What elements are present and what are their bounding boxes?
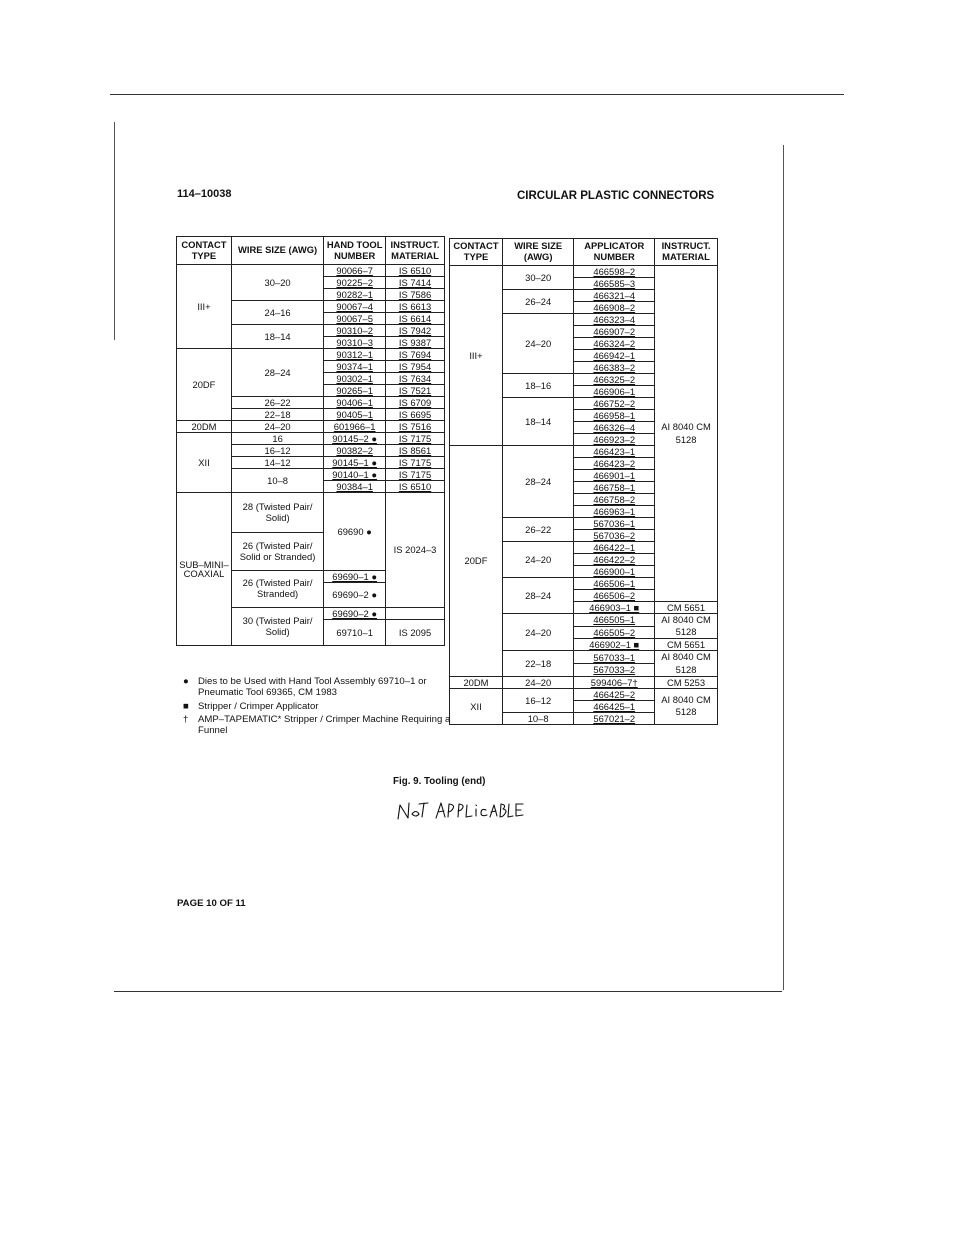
applicator-cell: 466901–1 [574,470,655,482]
hand-tool-cell: 90312–1 [324,349,386,361]
footnote-item [183,677,458,699]
applicator-cell: 567036–2 [574,530,655,542]
scan-right-edge [783,145,784,990]
material-cell: IS 7586 [386,289,445,301]
applicator-cell: 567021–2 [574,712,655,724]
applicator-cell: 567033–2 [574,664,655,677]
col-header-applicator: APPLICATOR NUMBER [574,239,655,266]
applicator-cell: 466902–1 ■ [574,639,655,651]
hand-tool-table [176,236,445,646]
material-cell: IS 7175 [386,433,445,445]
contact-type-cell: 20DF [177,349,232,421]
material-cell: IS 7954 [386,361,445,373]
footnote-item [183,702,458,713]
footnote-text: Dies to be Used with Hand Tool Assembly 69710–1 or Pneumatic Tool 69365, CM 1983 [198,676,427,698]
material-cell: IS 2095 [386,620,445,646]
wire-size-cell: 16 [231,433,323,445]
applicator-cell: 466958–1 [574,410,655,422]
applicator-cell: 466422–1 [574,542,655,554]
col-header-instruct-material: INSTRUCT. MATERIAL [386,237,445,265]
wire-size-cell: 28–24 [231,349,323,397]
hand-tool-cell: 90302–1 [324,373,386,385]
wire-size-cell: 10–8 [231,469,323,493]
hand-tool-cell: 90405–1 [324,409,386,421]
hand-tool-cell: 90067–5 [324,313,386,325]
material-cell: IS 7175 [386,469,445,481]
material-cell: IS 6510 [386,265,445,277]
applicator-cell: 466325–2 [574,374,655,386]
wire-size-cell: 26 (Twisted Pair/ Stranded) [231,571,323,608]
hand-tool-cell: 90374–1 [324,361,386,373]
material-cell: IS 7634 [386,373,445,385]
material-cell: AI 8040 CM 5128 [655,614,718,639]
material-cell: IS 9387 [386,337,445,349]
hand-tool-cell: 90310–3 [324,337,386,349]
applicator-table [449,238,718,725]
applicator-cell: 466423–2 [574,458,655,470]
contact-type-cell: SUB–MINI– COAXIAL [177,493,232,646]
material-cell: IS 6709 [386,397,445,409]
page-number: PAGE 10 OF 11 [177,898,246,909]
footnotes [183,677,458,740]
applicator-cell: 466506–1 [574,578,655,590]
wire-size-cell: 22–18 [502,651,573,676]
wire-size-cell: 26–24 [502,290,573,314]
applicator-cell: 466506–2 [574,590,655,602]
wire-size-cell: 10–8 [502,712,573,724]
figure-caption: Fig. 9. Tooling (end) [393,776,486,787]
material-cell: AI 8040 CM 5128 [655,688,718,724]
applicator-cell: 466907–2 [574,326,655,338]
applicator-cell: 466963–1 [574,506,655,518]
scan-left-edge [114,122,115,340]
handwritten-note [396,793,526,823]
applicator-cell: 466903–1 ■ [574,602,655,614]
wire-size-cell: 24–20 [502,314,573,374]
wire-size-cell: 24–20 [231,421,323,433]
footnote-item [183,715,458,737]
hand-tool-cell: 90066–7 [324,265,386,277]
contact-type-cell: 20DM [450,676,503,688]
wire-size-cell: 24–16 [231,301,323,325]
bottom-rule [114,991,782,992]
contact-type-cell: 20DF [450,446,503,677]
col-header-instruct-material: INSTRUCT. MATERIAL [655,239,718,266]
applicator-cell: 599406–7† [574,676,655,688]
material-cell: IS 7414 [386,277,445,289]
applicator-cell: 466505–2 [574,626,655,639]
wire-size-cell: 18–14 [231,325,323,349]
document-id: 114–10038 [177,188,232,200]
wire-size-cell: 18–14 [502,398,573,446]
material-cell: IS 7694 [386,349,445,361]
hand-tool-cell: 90406–1 [324,397,386,409]
col-header-wire-size: WIRE SIZE (AWG) [502,239,573,266]
material-cell: CM 5651 [655,602,718,614]
applicator-cell: 466324–2 [574,338,655,350]
hand-tool-cell: 90310–2 [324,325,386,337]
hand-tool-cell: 90225–2 [324,277,386,289]
material-cell: IS 7175 [386,457,445,469]
applicator-cell: 466326–4 [574,422,655,434]
material-cell: IS 7942 [386,325,445,337]
material-cell: CM 5253 [655,676,718,688]
applicator-cell: 466758–2 [574,494,655,506]
hand-tool-cell: 601966–1 [324,421,386,433]
wire-size-cell: 24–20 [502,676,573,688]
dagger-icon: † [183,714,189,726]
wire-size-cell: 22–18 [231,409,323,421]
hand-tool-cell: 90265–1 [324,385,386,397]
applicator-cell: 466752–2 [574,398,655,410]
material-cell: CM 5651 [655,639,718,651]
wire-size-cell: 30 (Twisted Pair/ Solid) [231,608,323,646]
hand-tool-cell: 90145–1 ● [324,457,386,469]
applicator-cell: 466598–2 [574,266,655,278]
footnote-text: Stripper / Crimper Applicator [198,700,319,712]
applicator-cell: 466758–1 [574,482,655,494]
applicator-cell: 466585–3 [574,278,655,290]
applicator-cell: 466323–4 [574,314,655,326]
hand-tool-cell: 69690–1 ● [324,571,386,583]
wire-size-cell: 16–12 [231,445,323,457]
hand-tool-cell: 90067–4 [324,301,386,313]
wire-size-cell: 26–22 [502,518,573,542]
applicator-cell: 466942–1 [574,350,655,362]
wire-size-cell: 28 (Twisted Pair/ Solid) [231,493,323,533]
wire-size-cell: 26 (Twisted Pair/ Solid or Stranded) [231,533,323,571]
applicator-cell: 466321–4 [574,290,655,302]
hand-tool-cell: 90384–1 [324,481,386,493]
wire-size-cell: 28–24 [502,578,573,614]
bullet-icon: ● [183,676,189,687]
contact-type-cell: III+ [450,266,503,446]
applicator-cell: 567033–1 [574,651,655,664]
applicator-cell: 466425–1 [574,700,655,712]
applicator-cell: 466505–1 [574,614,655,627]
square-icon: ■ [183,700,189,712]
wire-size-cell: 30–20 [231,265,323,301]
wire-size-cell: 14–12 [231,457,323,469]
top-rule [110,94,844,95]
footnote-text: AMP–TAPEMATIC* Stripper / Crimper Machine Requiring a Funnel [198,714,451,737]
applicator-cell: 466923–2 [574,434,655,446]
hand-tool-cell: 69710–1 [324,620,386,646]
material-cell: AI 8040 CM 5128 [655,266,718,602]
hand-tool-cell: 90140–1 ● [324,469,386,481]
contact-type-cell: 20DM [177,421,232,433]
wire-size-cell: 24–20 [502,614,573,651]
applicator-cell: 466423–1 [574,446,655,458]
applicator-cell: 466908–2 [574,302,655,314]
hand-tool-cell: 69690–2 ● [324,583,386,608]
applicator-cell: 567036–1 [574,518,655,530]
material-cell [386,608,445,620]
material-cell: IS 8561 [386,445,445,457]
wire-size-cell: 16–12 [502,688,573,712]
hand-tool-cell: 90382–2 [324,445,386,457]
col-header-wire-size: WIRE SIZE (AWG) [231,237,323,265]
applicator-cell: 466900–1 [574,566,655,578]
applicator-cell: 466906–1 [574,386,655,398]
document-title: CIRCULAR PLASTIC CONNECTORS [517,190,715,202]
wire-size-cell: 26–22 [231,397,323,409]
applicator-cell: 466422–2 [574,554,655,566]
contact-type-cell: XII [177,433,232,493]
material-cell: IS 6510 [386,481,445,493]
hand-tool-cell: 69690 ● [324,493,386,571]
col-header-contact-type: CONTACT TYPE [450,239,503,266]
contact-type-cell: XII [450,688,503,724]
wire-size-cell: 28–24 [502,446,573,518]
material-cell: AI 8040 CM 5128 [655,651,718,676]
applicator-cell: 466383–2 [574,362,655,374]
col-header-contact-type: CONTACT TYPE [177,237,232,265]
wire-size-cell: 24–20 [502,542,573,578]
hand-tool-cell: 90282–1 [324,289,386,301]
col-header-hand-tool: HAND TOOL NUMBER [324,237,386,265]
applicator-cell: 466425–2 [574,688,655,700]
material-cell: IS 7516 [386,421,445,433]
hand-tool-cell: 69690–2 ● [324,608,386,620]
wire-size-cell: 18–16 [502,374,573,398]
contact-type-cell: III+ [177,265,232,349]
hand-tool-cell: 90145–2 ● [324,433,386,445]
material-cell: IS 2024–3 [386,493,445,608]
wire-size-cell: 30–20 [502,266,573,290]
material-cell: IS 6613 [386,301,445,313]
material-cell: IS 6695 [386,409,445,421]
material-cell: IS 7521 [386,385,445,397]
material-cell: IS 6614 [386,313,445,325]
